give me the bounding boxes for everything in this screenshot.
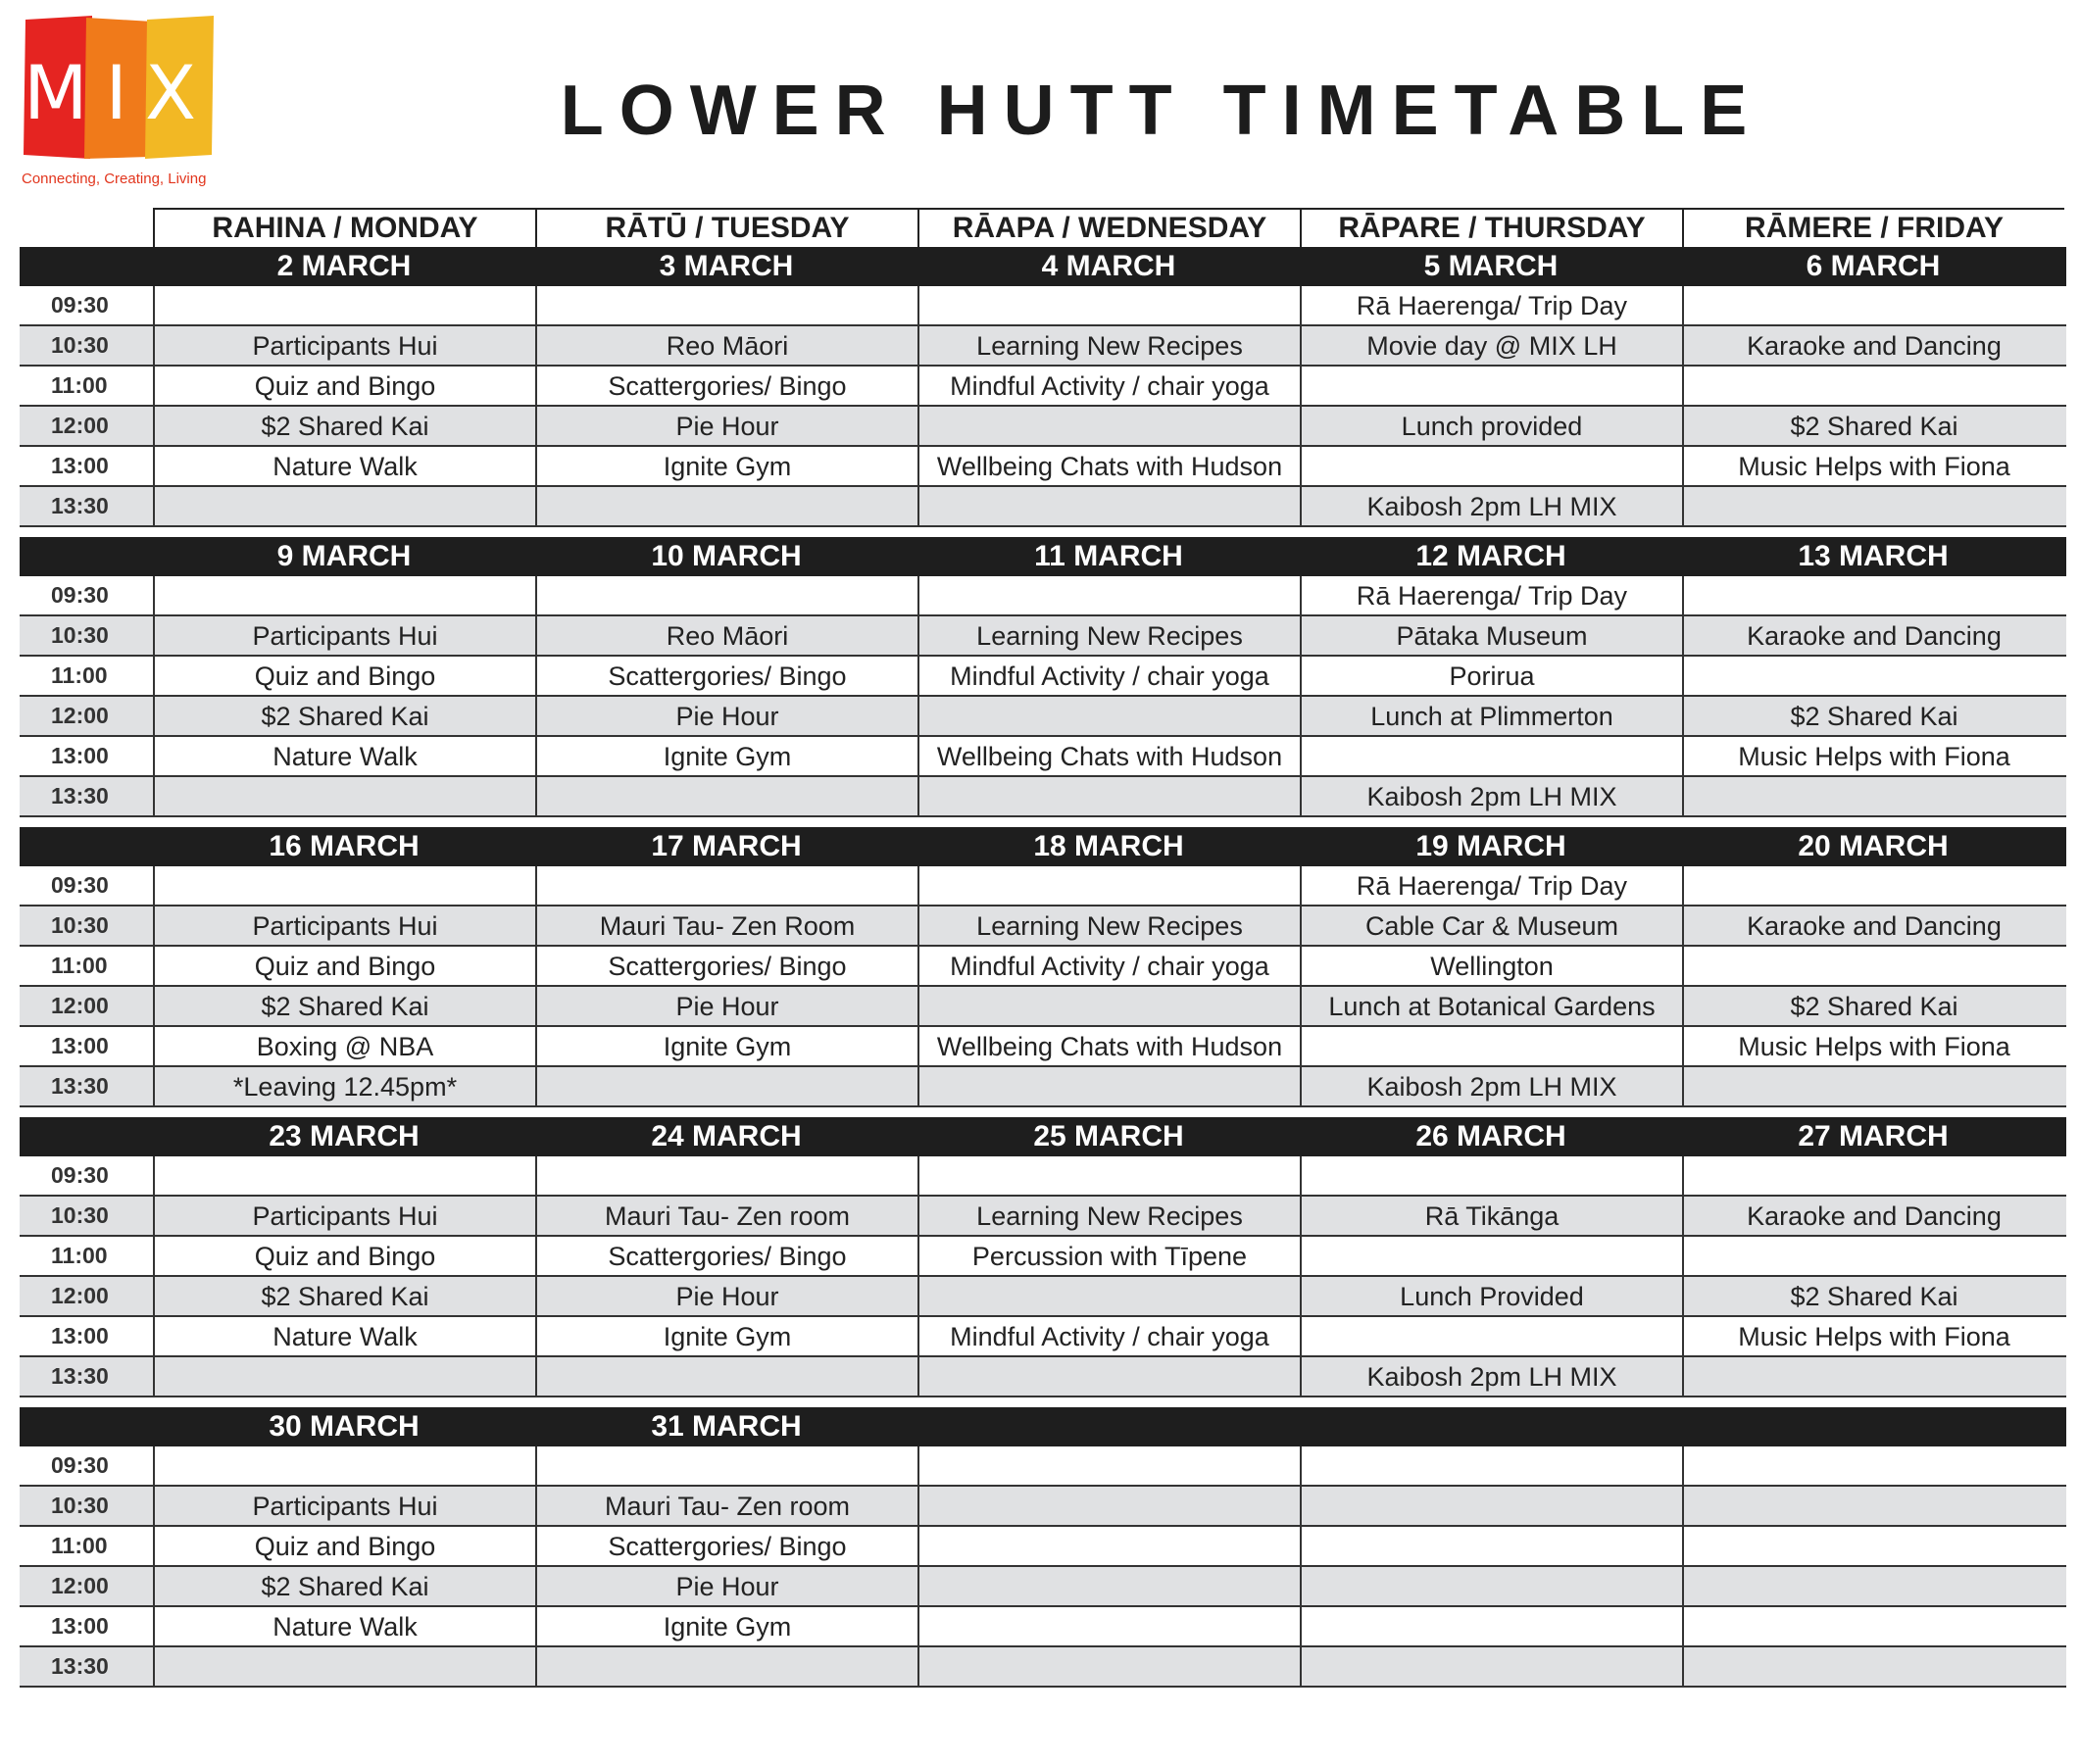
activity-cell-tuesday: Ignite Gym bbox=[535, 447, 917, 485]
activity-cell-wednesday: Mindful Activity / chair yoga bbox=[917, 1317, 1300, 1355]
logo-text: MIX bbox=[23, 49, 215, 136]
activity-cell-wednesday bbox=[917, 407, 1300, 445]
time-label: 12:00 bbox=[51, 993, 109, 1018]
activity-cell-monday: Participants Hui bbox=[153, 326, 535, 365]
activity-cell-friday: $2 Shared Kai bbox=[1682, 697, 2064, 735]
activity-cell-tuesday: Scattergories/ Bingo bbox=[535, 1527, 917, 1565]
activity-cell-friday bbox=[1682, 576, 2064, 614]
activity-cell-tuesday bbox=[535, 576, 917, 614]
activity-cell-wednesday: Learning New Recipes bbox=[917, 616, 1300, 655]
activity-cell-tuesday bbox=[535, 1647, 917, 1686]
date-thursday: 26 MARCH bbox=[1415, 1120, 1566, 1152]
activity-cell-thursday: Kaibosh 2pm LH MIX bbox=[1300, 777, 1682, 815]
activity-cell-tuesday: Pie Hour bbox=[535, 697, 917, 735]
activity-cell-wednesday: Wellbeing Chats with Hudson bbox=[917, 447, 1300, 485]
day-header-tuesday: RĀTŪ / TUESDAY bbox=[535, 208, 917, 247]
time-label: 13:00 bbox=[51, 1613, 109, 1639]
mix-logo bbox=[22, 14, 227, 196]
activity-cell-monday: Participants Hui bbox=[153, 906, 535, 945]
activity-cell-wednesday: Percussion with Tīpene bbox=[917, 1237, 1300, 1275]
activity-cell-friday: Music Helps with Fiona bbox=[1682, 737, 2064, 775]
activity-cell-wednesday bbox=[917, 1446, 1300, 1485]
activity-cell-monday: Quiz and Bingo bbox=[153, 1237, 535, 1275]
date-row bbox=[20, 1117, 2066, 1156]
date-monday: 9 MARCH bbox=[276, 540, 412, 572]
time-slot-row bbox=[20, 1277, 2066, 1317]
date-friday: 13 MARCH bbox=[1798, 540, 1949, 572]
time-slot-row bbox=[20, 987, 2066, 1027]
date-row-corner bbox=[20, 247, 153, 286]
activity-cell-tuesday: Pie Hour bbox=[535, 1567, 917, 1605]
time-label: 09:30 bbox=[51, 292, 109, 318]
activity-cell-friday bbox=[1682, 1527, 2064, 1565]
activity-cell-wednesday bbox=[917, 1277, 1300, 1315]
time-slot-row bbox=[20, 657, 2066, 697]
time-slot-row bbox=[20, 737, 2066, 777]
date-monday: 2 MARCH bbox=[276, 250, 412, 282]
date-thursday: 12 MARCH bbox=[1415, 540, 1566, 572]
activity-cell-thursday: Kaibosh 2pm LH MIX bbox=[1300, 1357, 1682, 1396]
timetable-grid bbox=[20, 208, 2066, 1697]
activity-cell-thursday bbox=[1300, 1567, 1682, 1605]
activity-cell-monday: Participants Hui bbox=[153, 1197, 535, 1235]
time-slot-row bbox=[20, 286, 2066, 326]
activity-cell-monday bbox=[153, 1357, 535, 1396]
time-label: 11:00 bbox=[51, 1533, 108, 1558]
activity-cell-monday: Quiz and Bingo bbox=[153, 657, 535, 695]
activity-cell-friday bbox=[1682, 1237, 2064, 1275]
activity-cell-wednesday bbox=[917, 1567, 1300, 1605]
activity-cell-tuesday bbox=[535, 1156, 917, 1195]
time-slot-row bbox=[20, 697, 2066, 737]
activity-cell-thursday: Lunch provided bbox=[1300, 407, 1682, 445]
activity-cell-wednesday: Mindful Activity / chair yoga bbox=[917, 657, 1300, 695]
activity-cell-tuesday bbox=[535, 866, 917, 905]
activity-cell-monday: Quiz and Bingo bbox=[153, 1527, 535, 1565]
time-label: 13:30 bbox=[51, 1073, 109, 1099]
date-row-corner bbox=[20, 537, 153, 576]
time-label: 11:00 bbox=[51, 1243, 108, 1268]
activity-cell-friday bbox=[1682, 657, 2064, 695]
activity-cell-tuesday: Scattergories/ Bingo bbox=[535, 367, 917, 405]
activity-cell-thursday: Rā Haerenga/ Trip Day bbox=[1300, 866, 1682, 905]
date-tuesday: 17 MARCH bbox=[651, 830, 802, 862]
time-slot-row bbox=[20, 1487, 2066, 1527]
activity-cell-tuesday: Pie Hour bbox=[535, 1277, 917, 1315]
time-label: 13:30 bbox=[51, 1653, 109, 1679]
time-slot-row bbox=[20, 1156, 2066, 1197]
activity-cell-thursday: Rā Haerenga/ Trip Day bbox=[1300, 576, 1682, 614]
activity-cell-monday: Boxing @ NBA bbox=[153, 1027, 535, 1065]
time-label: 13:00 bbox=[51, 1033, 109, 1058]
activity-cell-monday bbox=[153, 286, 535, 324]
activity-cell-friday: Music Helps with Fiona bbox=[1682, 447, 2064, 485]
time-slot-row bbox=[20, 1567, 2066, 1607]
date-thursday: 19 MARCH bbox=[1415, 830, 1566, 862]
activity-cell-thursday bbox=[1300, 447, 1682, 485]
activity-cell-wednesday bbox=[917, 1067, 1300, 1105]
time-slot-row bbox=[20, 1317, 2066, 1357]
activity-cell-wednesday bbox=[917, 866, 1300, 905]
activity-cell-monday bbox=[153, 1446, 535, 1485]
time-slot-row bbox=[20, 1527, 2066, 1567]
activity-cell-thursday bbox=[1300, 1527, 1682, 1565]
activity-cell-friday bbox=[1682, 947, 2064, 985]
activity-cell-friday bbox=[1682, 487, 2064, 525]
time-slot-row bbox=[20, 1647, 2066, 1688]
time-slot-row bbox=[20, 367, 2066, 407]
time-label: 11:00 bbox=[51, 953, 108, 978]
activity-cell-friday bbox=[1682, 1487, 2064, 1525]
day-header-friday: RĀMERE / FRIDAY bbox=[1682, 208, 2064, 247]
time-label: 10:30 bbox=[51, 912, 109, 938]
activity-cell-thursday bbox=[1300, 1317, 1682, 1355]
time-label: 10:30 bbox=[51, 332, 109, 358]
time-slot-row bbox=[20, 1357, 2066, 1397]
time-label: 09:30 bbox=[51, 1162, 109, 1188]
header-corner bbox=[20, 208, 153, 247]
activity-cell-friday: Karaoke and Dancing bbox=[1682, 906, 2064, 945]
activity-cell-thursday: Rā Haerenga/ Trip Day bbox=[1300, 286, 1682, 324]
activity-cell-friday bbox=[1682, 1357, 2064, 1396]
activity-cell-thursday: Lunch at Plimmerton bbox=[1300, 697, 1682, 735]
activity-cell-thursday: Lunch at Botanical Gardens bbox=[1300, 987, 1682, 1025]
activity-cell-monday: Nature Walk bbox=[153, 737, 535, 775]
activity-cell-friday: Karaoke and Dancing bbox=[1682, 326, 2064, 365]
date-friday: 6 MARCH bbox=[1806, 250, 1941, 282]
activity-cell-friday: Karaoke and Dancing bbox=[1682, 616, 2064, 655]
time-label: 13:30 bbox=[51, 1363, 109, 1389]
time-slot-row bbox=[20, 616, 2066, 657]
date-friday: 20 MARCH bbox=[1798, 830, 1949, 862]
time-label: 12:00 bbox=[51, 1573, 109, 1598]
logo-tagline: Connecting, Creating, Living bbox=[22, 171, 207, 187]
date-tuesday: 3 MARCH bbox=[659, 250, 794, 282]
week-block bbox=[20, 537, 2066, 817]
activity-cell-wednesday: Wellbeing Chats with Hudson bbox=[917, 1027, 1300, 1065]
activity-cell-friday bbox=[1682, 1607, 2064, 1645]
activity-cell-monday: Quiz and Bingo bbox=[153, 367, 535, 405]
time-slot-row bbox=[20, 1607, 2066, 1647]
activity-cell-wednesday bbox=[917, 1156, 1300, 1195]
activity-cell-monday: Participants Hui bbox=[153, 616, 535, 655]
time-label: 13:30 bbox=[51, 493, 109, 518]
time-label: 10:30 bbox=[51, 622, 109, 648]
time-slot-row bbox=[20, 487, 2066, 527]
activity-cell-tuesday: Scattergories/ Bingo bbox=[535, 657, 917, 695]
activity-cell-thursday bbox=[1300, 1027, 1682, 1065]
date-row bbox=[20, 247, 2066, 286]
date-row-corner bbox=[20, 827, 153, 866]
activity-cell-thursday bbox=[1300, 1237, 1682, 1275]
activity-cell-tuesday: Ignite Gym bbox=[535, 1317, 917, 1355]
activity-cell-tuesday bbox=[535, 1357, 917, 1396]
time-slot-row bbox=[20, 1446, 2066, 1487]
activity-cell-thursday: Movie day @ MIX LH bbox=[1300, 326, 1682, 365]
activity-cell-friday: Music Helps with Fiona bbox=[1682, 1027, 2064, 1065]
activity-cell-thursday: Pātaka Museum bbox=[1300, 616, 1682, 655]
activity-cell-monday: Quiz and Bingo bbox=[153, 947, 535, 985]
date-row-corner bbox=[20, 1407, 153, 1446]
date-monday: 23 MARCH bbox=[269, 1120, 420, 1152]
activity-cell-friday bbox=[1682, 1567, 2064, 1605]
activity-cell-tuesday: Reo Māori bbox=[535, 616, 917, 655]
activity-cell-tuesday: Mauri Tau- Zen room bbox=[535, 1197, 917, 1235]
activity-cell-tuesday: Ignite Gym bbox=[535, 737, 917, 775]
activity-cell-monday: Nature Walk bbox=[153, 1317, 535, 1355]
activity-cell-friday bbox=[1682, 1446, 2064, 1485]
activity-cell-wednesday bbox=[917, 286, 1300, 324]
time-label: 12:00 bbox=[51, 413, 109, 438]
activity-cell-wednesday: Learning New Recipes bbox=[917, 1197, 1300, 1235]
time-label: 12:00 bbox=[51, 703, 109, 728]
time-label: 09:30 bbox=[51, 1452, 109, 1478]
activity-cell-thursday: Kaibosh 2pm LH MIX bbox=[1300, 1067, 1682, 1105]
time-label: 09:30 bbox=[51, 582, 109, 608]
activity-cell-friday bbox=[1682, 1647, 2064, 1686]
activity-cell-tuesday: Pie Hour bbox=[535, 407, 917, 445]
date-wednesday: 18 MARCH bbox=[1033, 830, 1184, 862]
date-row bbox=[20, 537, 2066, 576]
week-block bbox=[20, 1117, 2066, 1397]
activity-cell-thursday bbox=[1300, 1487, 1682, 1525]
time-label: 13:00 bbox=[51, 453, 109, 478]
activity-cell-wednesday bbox=[917, 987, 1300, 1025]
activity-cell-tuesday: Mauri Tau- Zen room bbox=[535, 1487, 917, 1525]
activity-cell-monday: $2 Shared Kai bbox=[153, 987, 535, 1025]
activity-cell-friday: $2 Shared Kai bbox=[1682, 407, 2064, 445]
date-monday: 16 MARCH bbox=[269, 830, 420, 862]
activity-cell-tuesday bbox=[535, 1446, 917, 1485]
activity-cell-friday bbox=[1682, 367, 2064, 405]
activity-cell-wednesday bbox=[917, 777, 1300, 815]
date-friday: 27 MARCH bbox=[1798, 1120, 1949, 1152]
activity-cell-wednesday bbox=[917, 1357, 1300, 1396]
date-tuesday: 31 MARCH bbox=[651, 1410, 802, 1443]
time-label: 13:00 bbox=[51, 743, 109, 768]
activity-cell-wednesday bbox=[917, 1647, 1300, 1686]
activity-cell-wednesday: Learning New Recipes bbox=[917, 326, 1300, 365]
activity-cell-monday: $2 Shared Kai bbox=[153, 1277, 535, 1315]
activity-cell-tuesday: Reo Māori bbox=[535, 326, 917, 365]
activity-cell-thursday: Kaibosh 2pm LH MIX bbox=[1300, 487, 1682, 525]
activity-cell-friday: $2 Shared Kai bbox=[1682, 987, 2064, 1025]
activity-cell-tuesday: Ignite Gym bbox=[535, 1607, 917, 1645]
activity-cell-tuesday: Scattergories/ Bingo bbox=[535, 1237, 917, 1275]
time-slot-row bbox=[20, 326, 2066, 367]
time-slot-row bbox=[20, 866, 2066, 906]
activity-cell-wednesday bbox=[917, 576, 1300, 614]
activity-cell-monday: $2 Shared Kai bbox=[153, 1567, 535, 1605]
activity-cell-friday bbox=[1682, 777, 2064, 815]
day-header-wednesday: RĀAPA / WEDNESDAY bbox=[917, 208, 1300, 247]
activity-cell-monday bbox=[153, 866, 535, 905]
activity-cell-wednesday bbox=[917, 1527, 1300, 1565]
time-label: 10:30 bbox=[51, 1202, 109, 1228]
time-label: 09:30 bbox=[51, 872, 109, 898]
activity-cell-tuesday bbox=[535, 777, 917, 815]
date-thursday bbox=[1300, 1407, 1682, 1446]
time-label: 13:30 bbox=[51, 783, 109, 808]
activity-cell-friday: Karaoke and Dancing bbox=[1682, 1197, 2064, 1235]
activity-cell-thursday bbox=[1300, 367, 1682, 405]
time-slot-row bbox=[20, 777, 2066, 817]
date-wednesday: 25 MARCH bbox=[1033, 1120, 1184, 1152]
activity-cell-wednesday: Mindful Activity / chair yoga bbox=[917, 367, 1300, 405]
time-label: 11:00 bbox=[51, 372, 108, 398]
activity-cell-tuesday: Scattergories/ Bingo bbox=[535, 947, 917, 985]
activity-cell-wednesday: Wellbeing Chats with Hudson bbox=[917, 737, 1300, 775]
time-slot-row bbox=[20, 1067, 2066, 1107]
activity-cell-monday bbox=[153, 576, 535, 614]
week-block bbox=[20, 247, 2066, 527]
date-tuesday: 10 MARCH bbox=[651, 540, 802, 572]
activity-cell-wednesday bbox=[917, 1487, 1300, 1525]
day-header-row bbox=[20, 208, 2066, 247]
activity-cell-thursday bbox=[1300, 1156, 1682, 1195]
activity-cell-friday bbox=[1682, 1067, 2064, 1105]
activity-cell-thursday: Rā Tikānga bbox=[1300, 1197, 1682, 1235]
activity-cell-thursday: Lunch Provided bbox=[1300, 1277, 1682, 1315]
activity-cell-monday: Participants Hui bbox=[153, 1487, 535, 1525]
activity-cell-friday: Music Helps with Fiona bbox=[1682, 1317, 2064, 1355]
day-header-monday: RAHINA / MONDAY bbox=[153, 208, 535, 247]
activity-cell-tuesday: Pie Hour bbox=[535, 987, 917, 1025]
time-slot-row bbox=[20, 447, 2066, 487]
time-slot-row bbox=[20, 947, 2066, 987]
activity-cell-tuesday bbox=[535, 487, 917, 525]
activity-cell-wednesday: Mindful Activity / chair yoga bbox=[917, 947, 1300, 985]
activity-cell-friday bbox=[1682, 286, 2064, 324]
activity-cell-monday: Nature Walk bbox=[153, 447, 535, 485]
activity-cell-monday: $2 Shared Kai bbox=[153, 407, 535, 445]
activity-cell-wednesday bbox=[917, 487, 1300, 525]
date-friday bbox=[1682, 1407, 2064, 1446]
activity-cell-tuesday: Ignite Gym bbox=[535, 1027, 917, 1065]
activity-cell-tuesday bbox=[535, 286, 917, 324]
time-slot-row bbox=[20, 1027, 2066, 1067]
activity-cell-thursday: Porirua bbox=[1300, 657, 1682, 695]
time-slot-row bbox=[20, 576, 2066, 616]
date-wednesday bbox=[917, 1407, 1300, 1446]
time-label: 11:00 bbox=[51, 662, 108, 688]
time-label: 13:00 bbox=[51, 1323, 109, 1348]
activity-cell-monday bbox=[153, 487, 535, 525]
time-slot-row bbox=[20, 407, 2066, 447]
activity-cell-thursday bbox=[1300, 1647, 1682, 1686]
activity-cell-wednesday: Learning New Recipes bbox=[917, 906, 1300, 945]
activity-cell-monday bbox=[153, 777, 535, 815]
time-label: 12:00 bbox=[51, 1283, 109, 1308]
time-slot-row bbox=[20, 1197, 2066, 1237]
activity-cell-thursday bbox=[1300, 1446, 1682, 1485]
activity-cell-thursday: Wellington bbox=[1300, 947, 1682, 985]
week-block bbox=[20, 1407, 2066, 1688]
activity-cell-monday bbox=[153, 1156, 535, 1195]
activity-cell-monday bbox=[153, 1647, 535, 1686]
page-title: LOWER HUTT TIMETABLE bbox=[560, 72, 1763, 150]
date-row-corner bbox=[20, 1117, 153, 1156]
activity-cell-friday bbox=[1682, 1156, 2064, 1195]
activity-cell-friday bbox=[1682, 866, 2064, 905]
date-thursday: 5 MARCH bbox=[1423, 250, 1559, 282]
date-wednesday: 11 MARCH bbox=[1034, 540, 1183, 572]
activity-cell-monday: $2 Shared Kai bbox=[153, 697, 535, 735]
time-slot-row bbox=[20, 1237, 2066, 1277]
activity-cell-tuesday bbox=[535, 1067, 917, 1105]
date-row bbox=[20, 827, 2066, 866]
day-header-thursday: RĀPARE / THURSDAY bbox=[1300, 208, 1682, 247]
activity-cell-monday: *Leaving 12.45pm* bbox=[153, 1067, 535, 1105]
date-row bbox=[20, 1407, 2066, 1446]
date-wednesday: 4 MARCH bbox=[1041, 250, 1176, 282]
time-slot-row bbox=[20, 906, 2066, 947]
activity-cell-thursday bbox=[1300, 737, 1682, 775]
date-tuesday: 24 MARCH bbox=[651, 1120, 802, 1152]
week-block bbox=[20, 827, 2066, 1107]
time-label: 10:30 bbox=[51, 1493, 109, 1518]
activity-cell-wednesday bbox=[917, 1607, 1300, 1645]
activity-cell-tuesday: Mauri Tau- Zen Room bbox=[535, 906, 917, 945]
activity-cell-monday: Nature Walk bbox=[153, 1607, 535, 1645]
activity-cell-thursday: Cable Car & Museum bbox=[1300, 906, 1682, 945]
date-monday: 30 MARCH bbox=[269, 1410, 420, 1443]
activity-cell-friday: $2 Shared Kai bbox=[1682, 1277, 2064, 1315]
activity-cell-thursday bbox=[1300, 1607, 1682, 1645]
activity-cell-wednesday bbox=[917, 697, 1300, 735]
